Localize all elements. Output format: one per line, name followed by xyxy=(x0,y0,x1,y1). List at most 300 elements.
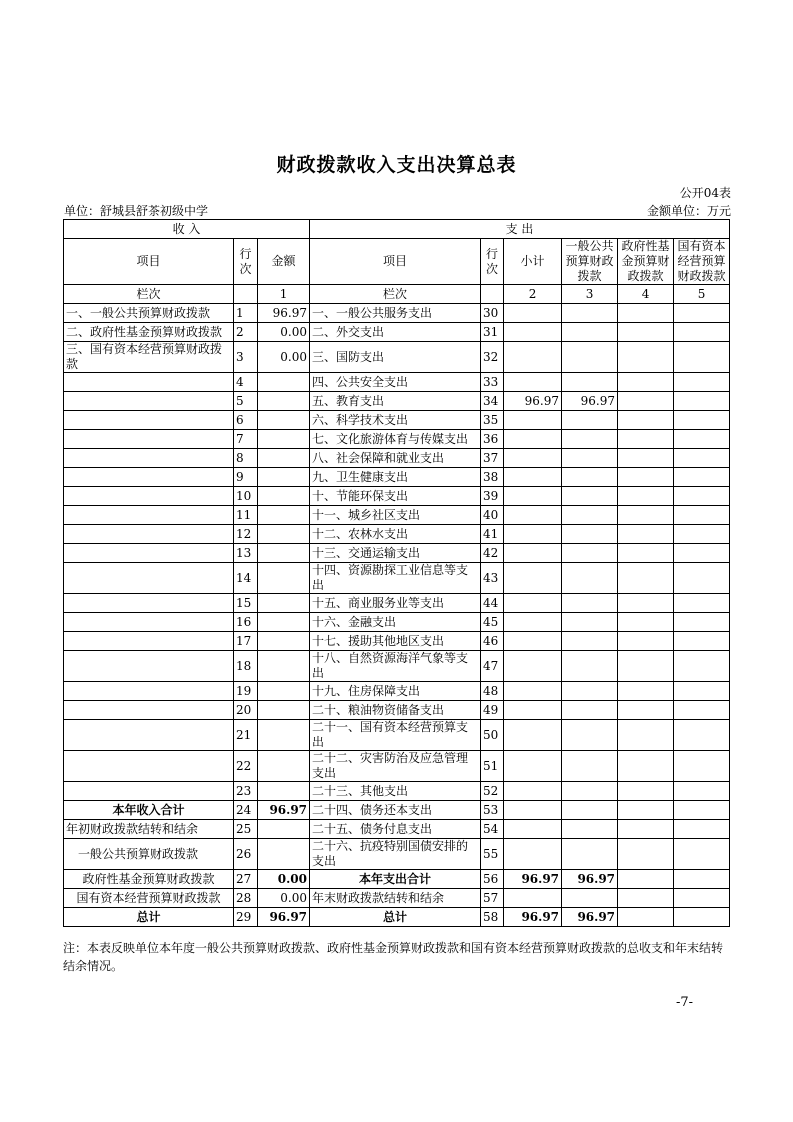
income-item-cell: 总计 xyxy=(64,908,234,927)
income-amount-cell xyxy=(258,468,310,487)
income-amount-cell xyxy=(258,613,310,632)
income-amount-cell xyxy=(258,373,310,392)
expense-line-no-cell: 31 xyxy=(481,323,504,342)
expense-general-cell xyxy=(562,701,618,720)
expense-fund-cell xyxy=(618,468,674,487)
expense-line-no-cell: 37 xyxy=(481,449,504,468)
expense-general-cell xyxy=(562,323,618,342)
table-row xyxy=(64,323,730,342)
expense-subtotal-cell xyxy=(504,487,562,506)
expense-fund-cell xyxy=(618,651,674,682)
table-row xyxy=(64,870,730,889)
expense-line-no-cell: 49 xyxy=(481,701,504,720)
expense-fund-cell xyxy=(618,506,674,525)
expense-fund-cell xyxy=(618,323,674,342)
table-row xyxy=(64,594,730,613)
expense-item-cell: 二十三、其他支出 xyxy=(310,782,481,801)
expense-state-cell xyxy=(674,468,730,487)
income-line-no-cell: 18 xyxy=(234,651,258,682)
expense-line-no-cell: 39 xyxy=(481,487,504,506)
income-item-cell xyxy=(64,544,234,563)
table-row xyxy=(64,839,730,870)
expense-general-cell xyxy=(562,682,618,701)
expense-line-no-cell: 44 xyxy=(481,594,504,613)
expense-line-no-cell: 56 xyxy=(481,870,504,889)
income-line-no-cell: 14 xyxy=(234,563,258,594)
expense-item-cell: 十一、城乡社区支出 xyxy=(310,506,481,525)
expense-col-label: 栏次 xyxy=(310,285,481,304)
expense-item-cell: 十四、资源勘探工业信息等支出 xyxy=(310,563,481,594)
expense-item-cell: 总计 xyxy=(310,908,481,927)
expense-subtotal-cell xyxy=(504,544,562,563)
expense-fund-cell xyxy=(618,908,674,927)
expense-subtotal-cell: 96.97 xyxy=(504,908,562,927)
table-row xyxy=(64,751,730,782)
expense-fund-cell xyxy=(618,594,674,613)
expense-subtotal-cell xyxy=(504,304,562,323)
expense-line-no-cell: 34 xyxy=(481,392,504,411)
expense-item-cell: 二十一、国有资本经营预算支出 xyxy=(310,720,481,751)
expense-general-cell xyxy=(562,487,618,506)
expense-general-cell xyxy=(562,304,618,323)
income-line-no-cell: 4 xyxy=(234,373,258,392)
state-capital-header: 国有资本经营预算财政拨款 xyxy=(674,239,730,285)
expense-subtotal-cell xyxy=(504,720,562,751)
expense-subtotal-cell xyxy=(504,449,562,468)
expense-item-cell: 十、节能环保支出 xyxy=(310,487,481,506)
income-item-cell: 年初财政拨款结转和结余 xyxy=(64,820,234,839)
income-line-no-cell: 22 xyxy=(234,751,258,782)
income-item-cell xyxy=(64,751,234,782)
expense-general-cell xyxy=(562,449,618,468)
expense-general-cell xyxy=(562,632,618,651)
income-amount-cell xyxy=(258,651,310,682)
expense-fund-cell xyxy=(618,411,674,430)
income-line-no-cell: 15 xyxy=(234,594,258,613)
income-amount-cell xyxy=(258,820,310,839)
expense-state-cell xyxy=(674,701,730,720)
expense-subtotal-cell xyxy=(504,468,562,487)
expense-item-cell: 十二、农林水支出 xyxy=(310,525,481,544)
expense-state-cell xyxy=(674,323,730,342)
expense-fund-cell xyxy=(618,342,674,373)
income-item-cell: 一、一般公共预算财政拨款 xyxy=(64,304,234,323)
empty-cell xyxy=(481,285,504,304)
expense-line-no-cell: 45 xyxy=(481,613,504,632)
expense-state-cell xyxy=(674,487,730,506)
expense-header: 支 出 xyxy=(310,220,730,239)
expense-subtotal-cell: 96.97 xyxy=(504,392,562,411)
table-row xyxy=(64,544,730,563)
income-amount-cell xyxy=(258,430,310,449)
income-line-no-cell: 17 xyxy=(234,632,258,651)
income-item-cell xyxy=(64,449,234,468)
expense-general-cell xyxy=(562,525,618,544)
income-line-no-cell: 26 xyxy=(234,839,258,870)
col-index-3: 3 xyxy=(562,285,618,304)
expense-state-cell xyxy=(674,544,730,563)
income-amount-cell: 0.00 xyxy=(258,870,310,889)
income-line-no-cell: 9 xyxy=(234,468,258,487)
income-amount-header: 金额 xyxy=(258,239,310,285)
expense-state-cell xyxy=(674,411,730,430)
expense-item-cell: 十九、住房保障支出 xyxy=(310,682,481,701)
table-row xyxy=(64,632,730,651)
income-item-cell xyxy=(64,782,234,801)
unit-name: 单位：舒城县舒茶初级中学 xyxy=(64,204,209,218)
expense-state-cell xyxy=(674,525,730,544)
expense-fund-cell xyxy=(618,392,674,411)
expense-line-no-cell: 58 xyxy=(481,908,504,927)
expense-item-cell: 二十四、债务还本支出 xyxy=(310,801,481,820)
expense-state-cell xyxy=(674,449,730,468)
income-line-no-cell: 20 xyxy=(234,701,258,720)
expense-line-no-cell: 38 xyxy=(481,468,504,487)
table-row xyxy=(64,782,730,801)
income-amount-cell xyxy=(258,682,310,701)
expense-item-cell: 本年支出合计 xyxy=(310,870,481,889)
income-item-cell xyxy=(64,468,234,487)
expense-item-cell: 二、外交支出 xyxy=(310,323,481,342)
expense-fund-cell xyxy=(618,751,674,782)
col-index-2: 2 xyxy=(504,285,562,304)
expense-fund-cell xyxy=(618,544,674,563)
expense-fund-cell xyxy=(618,782,674,801)
expense-state-cell xyxy=(674,563,730,594)
expense-line-no-cell: 46 xyxy=(481,632,504,651)
income-item-cell xyxy=(64,525,234,544)
expense-line-no-cell: 53 xyxy=(481,801,504,820)
expense-item-cell: 四、公共安全支出 xyxy=(310,373,481,392)
income-item-cell xyxy=(64,594,234,613)
income-line-no-header: 行次 xyxy=(234,239,258,285)
income-amount-cell: 96.97 xyxy=(258,304,310,323)
table-row xyxy=(64,430,730,449)
expense-state-cell xyxy=(674,632,730,651)
form-code: 公开04表 xyxy=(679,186,731,200)
income-line-no-cell: 28 xyxy=(234,889,258,908)
expense-general-cell xyxy=(562,342,618,373)
income-line-no-cell: 23 xyxy=(234,782,258,801)
expense-item-cell: 十五、商业服务业等支出 xyxy=(310,594,481,613)
expense-fund-cell xyxy=(618,525,674,544)
income-line-no-cell: 27 xyxy=(234,870,258,889)
income-item-cell xyxy=(64,651,234,682)
expense-line-no-cell: 47 xyxy=(481,651,504,682)
expense-fund-cell xyxy=(618,682,674,701)
expense-subtotal-cell: 96.97 xyxy=(504,870,562,889)
income-item-cell xyxy=(64,392,234,411)
expense-state-cell xyxy=(674,889,730,908)
expense-item-cell: 三、国防支出 xyxy=(310,342,481,373)
income-amount-cell: 0.00 xyxy=(258,342,310,373)
income-line-no-cell: 29 xyxy=(234,908,258,927)
expense-general-cell xyxy=(562,468,618,487)
expense-subtotal-cell xyxy=(504,411,562,430)
income-amount-cell: 96.97 xyxy=(258,908,310,927)
income-item-cell: 本年收入合计 xyxy=(64,801,234,820)
expense-state-cell xyxy=(674,820,730,839)
table-note: 注：本表反映单位本年度一般公共预算财政拨款、政府性基金预算财政拨款和国有资本经营预算财政拨款的总收支和年末结转结余情况。 xyxy=(63,941,724,973)
expense-line-no-cell: 54 xyxy=(481,820,504,839)
expense-item-header: 项目 xyxy=(310,239,481,285)
expense-subtotal-cell xyxy=(504,782,562,801)
expense-state-cell xyxy=(674,594,730,613)
expense-line-no-cell: 52 xyxy=(481,782,504,801)
expense-state-cell xyxy=(674,430,730,449)
income-amount-cell xyxy=(258,701,310,720)
income-amount-cell xyxy=(258,594,310,613)
income-line-no-cell: 7 xyxy=(234,430,258,449)
table-row xyxy=(64,506,730,525)
col-index-1: 1 xyxy=(258,285,310,304)
expense-general-cell xyxy=(562,782,618,801)
income-line-no-cell: 13 xyxy=(234,544,258,563)
income-amount-cell xyxy=(258,392,310,411)
expense-item-cell: 二十、粮油物资储备支出 xyxy=(310,701,481,720)
expense-state-cell xyxy=(674,839,730,870)
income-line-no-cell: 1 xyxy=(234,304,258,323)
table-row xyxy=(64,801,730,820)
expense-item-cell: 十三、交通运输支出 xyxy=(310,544,481,563)
expense-subtotal-cell xyxy=(504,613,562,632)
expense-general-cell xyxy=(562,411,618,430)
expense-state-cell xyxy=(674,651,730,682)
income-item-cell: 政府性基金预算财政拨款 xyxy=(64,870,234,889)
expense-subtotal-cell xyxy=(504,701,562,720)
expense-fund-cell xyxy=(618,720,674,751)
income-amount-cell xyxy=(258,782,310,801)
amount-unit: 金额单位：万元 xyxy=(646,204,731,218)
expense-fund-cell xyxy=(618,820,674,839)
expense-line-no-cell: 51 xyxy=(481,751,504,782)
expense-state-cell xyxy=(674,720,730,751)
expense-subtotal-cell xyxy=(504,651,562,682)
expense-subtotal-cell xyxy=(504,889,562,908)
expense-line-no-cell: 35 xyxy=(481,411,504,430)
expense-general-cell xyxy=(562,720,618,751)
income-item-cell: 一般公共预算财政拨款 xyxy=(64,839,234,870)
expense-fund-cell xyxy=(618,801,674,820)
income-amount-cell xyxy=(258,751,310,782)
expense-state-cell xyxy=(674,392,730,411)
income-amount-cell xyxy=(258,632,310,651)
expense-subtotal-cell xyxy=(504,373,562,392)
table-row xyxy=(64,720,730,751)
income-line-no-cell: 11 xyxy=(234,506,258,525)
empty-cell xyxy=(234,285,258,304)
income-line-no-cell: 12 xyxy=(234,525,258,544)
table-row xyxy=(64,613,730,632)
table-body xyxy=(64,220,730,927)
income-line-no-cell: 24 xyxy=(234,801,258,820)
expense-fund-cell xyxy=(618,487,674,506)
expense-fund-cell xyxy=(618,889,674,908)
expense-item-cell: 十八、自然资源海洋气象等支出 xyxy=(310,651,481,682)
expense-subtotal-cell xyxy=(504,682,562,701)
expense-state-cell xyxy=(674,870,730,889)
expense-subtotal-cell xyxy=(504,751,562,782)
expense-line-no-cell: 32 xyxy=(481,342,504,373)
expense-line-no-cell: 40 xyxy=(481,506,504,525)
table-row xyxy=(64,651,730,682)
table-row xyxy=(64,820,730,839)
expense-subtotal-cell xyxy=(504,525,562,544)
expense-general-cell xyxy=(562,563,618,594)
income-item-header: 项目 xyxy=(64,239,234,285)
expense-line-no-cell: 41 xyxy=(481,525,504,544)
expense-subtotal-cell xyxy=(504,820,562,839)
expense-state-cell xyxy=(674,801,730,820)
expense-fund-cell xyxy=(618,701,674,720)
income-line-no-cell: 8 xyxy=(234,449,258,468)
expense-item-cell: 二十五、债务付息支出 xyxy=(310,820,481,839)
col-index-5: 5 xyxy=(674,285,730,304)
expense-general-cell: 96.97 xyxy=(562,870,618,889)
expense-fund-cell xyxy=(618,839,674,870)
expense-item-cell: 二十六、抗疫特别国债安排的支出 xyxy=(310,839,481,870)
income-amount-cell xyxy=(258,544,310,563)
income-amount-cell xyxy=(258,487,310,506)
expense-subtotal-cell xyxy=(504,594,562,613)
page-title: 财政拨款收入支出决算总表 xyxy=(276,154,517,176)
expense-general-cell xyxy=(562,651,618,682)
income-amount-cell: 96.97 xyxy=(258,801,310,820)
expense-line-no-header: 行次 xyxy=(481,239,504,285)
expense-fund-cell xyxy=(618,304,674,323)
expense-general-cell xyxy=(562,889,618,908)
expense-fund-cell xyxy=(618,870,674,889)
expense-line-no-cell: 30 xyxy=(481,304,504,323)
table-row xyxy=(64,889,730,908)
table-row xyxy=(64,342,730,373)
expense-general-cell xyxy=(562,820,618,839)
expense-subtotal-cell xyxy=(504,839,562,870)
expense-item-cell: 十六、金融支出 xyxy=(310,613,481,632)
expense-state-cell xyxy=(674,304,730,323)
income-line-no-cell: 6 xyxy=(234,411,258,430)
income-header: 收 入 xyxy=(64,220,310,239)
page-number: -7- xyxy=(675,995,693,1010)
expense-line-no-cell: 55 xyxy=(481,839,504,870)
income-line-no-cell: 5 xyxy=(234,392,258,411)
expense-general-cell xyxy=(562,801,618,820)
table-row xyxy=(64,563,730,594)
expense-item-cell: 十七、援助其他地区支出 xyxy=(310,632,481,651)
expense-general-cell xyxy=(562,544,618,563)
income-amount-cell xyxy=(258,563,310,594)
income-line-no-cell: 2 xyxy=(234,323,258,342)
expense-general-cell xyxy=(562,839,618,870)
income-item-cell xyxy=(64,373,234,392)
expense-state-cell xyxy=(674,751,730,782)
budget-summary-table xyxy=(63,219,730,927)
expense-item-cell: 七、文化旅游体育与传媒支出 xyxy=(310,430,481,449)
expense-subtotal-cell xyxy=(504,506,562,525)
expense-item-cell: 年末财政拨款结转和结余 xyxy=(310,889,481,908)
expense-general-cell xyxy=(562,506,618,525)
expense-state-cell xyxy=(674,908,730,927)
expense-state-cell xyxy=(674,373,730,392)
expense-line-no-cell: 50 xyxy=(481,720,504,751)
expense-state-cell xyxy=(674,506,730,525)
income-line-no-cell: 10 xyxy=(234,487,258,506)
expense-fund-cell xyxy=(618,449,674,468)
expense-subtotal-cell xyxy=(504,632,562,651)
income-item-cell xyxy=(64,506,234,525)
income-amount-cell xyxy=(258,411,310,430)
expense-state-cell xyxy=(674,782,730,801)
expense-fund-cell xyxy=(618,373,674,392)
income-amount-cell xyxy=(258,506,310,525)
expense-state-cell xyxy=(674,613,730,632)
income-item-cell xyxy=(64,487,234,506)
expense-item-cell: 五、教育支出 xyxy=(310,392,481,411)
income-amount-cell xyxy=(258,839,310,870)
income-amount-cell: 0.00 xyxy=(258,889,310,908)
income-item-cell: 国有资本经营预算财政拨款 xyxy=(64,889,234,908)
income-line-no-cell: 16 xyxy=(234,613,258,632)
income-item-cell xyxy=(64,632,234,651)
expense-fund-cell xyxy=(618,613,674,632)
expense-general-cell xyxy=(562,430,618,449)
expense-line-no-cell: 43 xyxy=(481,563,504,594)
income-amount-cell xyxy=(258,449,310,468)
income-amount-cell: 0.00 xyxy=(258,323,310,342)
expense-general-cell xyxy=(562,594,618,613)
table-row xyxy=(64,682,730,701)
income-line-no-cell: 21 xyxy=(234,720,258,751)
income-line-no-cell: 19 xyxy=(234,682,258,701)
income-amount-cell xyxy=(258,525,310,544)
income-item-cell: 三、国有资本经营预算财政拨款 xyxy=(64,342,234,373)
income-item-cell xyxy=(64,701,234,720)
expense-item-cell: 二十二、灾害防治及应急管理支出 xyxy=(310,751,481,782)
col-index-4: 4 xyxy=(618,285,674,304)
general-budget-header: 一般公共预算财政拨款 xyxy=(562,239,618,285)
fund-budget-header: 政府性基金预算财政拨款 xyxy=(618,239,674,285)
table-row xyxy=(64,701,730,720)
expense-item-cell: 六、科学技术支出 xyxy=(310,411,481,430)
table-row xyxy=(64,908,730,927)
table-row xyxy=(64,468,730,487)
expense-subtotal-cell xyxy=(504,323,562,342)
expense-general-cell xyxy=(562,751,618,782)
income-line-no-cell: 3 xyxy=(234,342,258,373)
expense-general-cell: 96.97 xyxy=(562,908,618,927)
expense-fund-cell xyxy=(618,430,674,449)
expense-item-cell: 一、一般公共服务支出 xyxy=(310,304,481,323)
expense-subtotal-cell xyxy=(504,563,562,594)
expense-fund-cell xyxy=(618,563,674,594)
expense-general-cell xyxy=(562,613,618,632)
table-row xyxy=(64,392,730,411)
expense-general-cell: 96.97 xyxy=(562,392,618,411)
income-item-cell: 二、政府性基金预算财政拨款 xyxy=(64,323,234,342)
income-item-cell xyxy=(64,682,234,701)
expense-line-no-cell: 48 xyxy=(481,682,504,701)
expense-item-cell: 九、卫生健康支出 xyxy=(310,468,481,487)
income-item-cell xyxy=(64,430,234,449)
expense-general-cell xyxy=(562,373,618,392)
income-line-no-cell: 25 xyxy=(234,820,258,839)
expense-state-cell xyxy=(674,682,730,701)
expense-line-no-cell: 36 xyxy=(481,430,504,449)
income-amount-cell xyxy=(258,720,310,751)
table-row xyxy=(64,449,730,468)
income-col-label: 栏次 xyxy=(64,285,234,304)
expense-subtotal-cell xyxy=(504,801,562,820)
